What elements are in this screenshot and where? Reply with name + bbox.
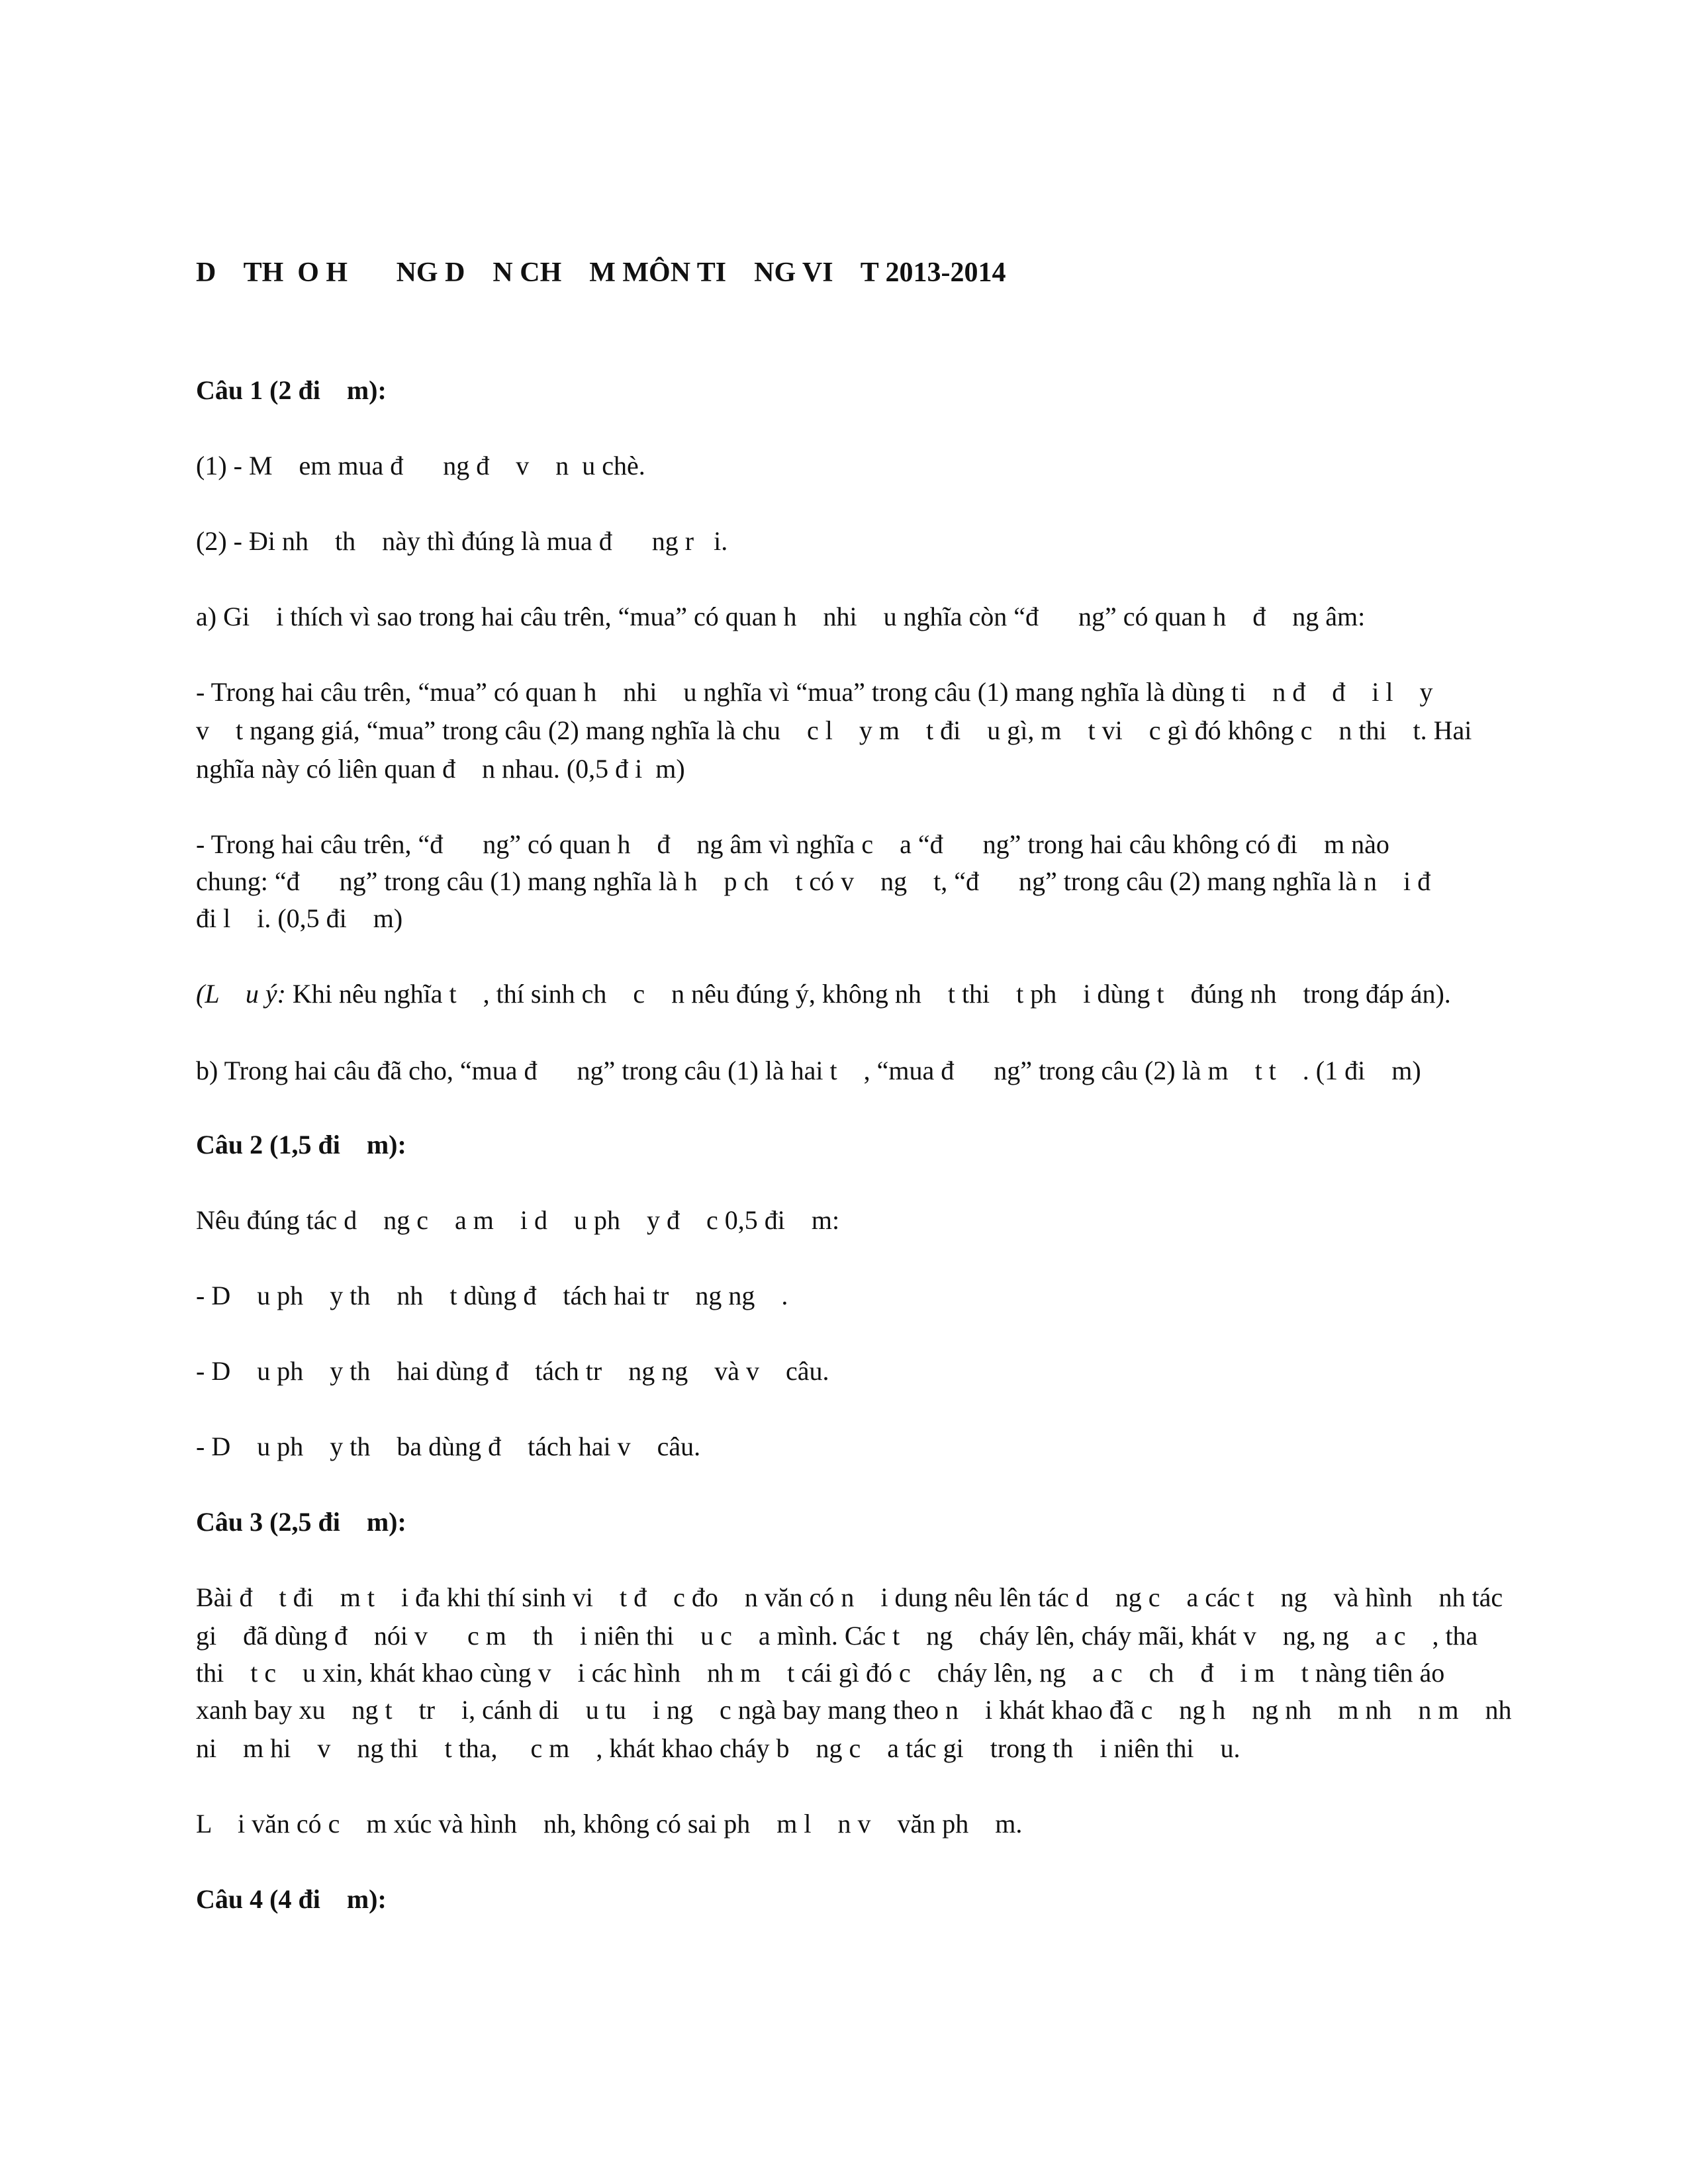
q3-paragraph-line-5: ni m hi v ng thi t tha, c m , khát khao cháy b ng c a tác gi trong th i niên thi u. bbox=[196, 1733, 1241, 1763]
document-title: D TH O H NG D N CH M MÔN TI NG VI T 2013-2014 bbox=[196, 257, 1006, 288]
q3-paragraph-line-1: Bài đ t đi m t i đa khi thí sinh vi t đ c đo n văn có n i dung nêu lên tác d ng c a các t ng và hình nh tác bbox=[196, 1582, 1503, 1612]
q1-answer-duong-line-2: chung: “đ ng” trong câu (1) mang nghĩa là h p ch t có v ng t, “đ ng” trong câu (2) mang nghĩa là n i đ bbox=[196, 866, 1431, 896]
q1-answer-mua-line-3: nghĩa này có liên quan đ n nhau. (0,5 đ i m) bbox=[196, 754, 685, 784]
q1-sentence-1: (1) - M em mua đ ng đ v n u chè. bbox=[196, 451, 645, 480]
q1-note bbox=[196, 976, 1451, 1013]
q3-style-note: L i văn có c m xúc và hình nh, không có sai ph m l n v văn ph m. bbox=[196, 1809, 1023, 1839]
q1-sentence-2: (2) - Đi nh th này thì đúng là mua đ ng r i. bbox=[196, 526, 728, 556]
q1-answer-duong-line-1: - Trong hai câu trên, “đ ng” có quan h đ ng âm vì nghĩa c a “đ ng” trong hai câu không có đi m nào bbox=[196, 829, 1389, 859]
question-1-heading: Câu 1 (2 đi m): bbox=[196, 375, 387, 405]
q2-comma-2: - D u ph y th hai dùng đ tách tr ng ng và v câu. bbox=[196, 1356, 829, 1386]
q2-comma-1: - D u ph y th nh t dùng đ tách hai tr ng ng . bbox=[196, 1281, 788, 1310]
q1-part-a-prompt: a) Gi i thích vì sao trong hai câu trên, “mua” có quan h nhi u nghĩa còn “đ ng” có quan h đ ng âm: bbox=[196, 602, 1366, 631]
question-4-heading: Câu 4 (4 đi m): bbox=[196, 1884, 387, 1914]
q1-note-label: (L u ý: bbox=[196, 979, 286, 1009]
question-3-heading: Câu 3 (2,5 đi m): bbox=[196, 1507, 406, 1537]
question-2-heading: Câu 2 (1,5 đi m): bbox=[196, 1130, 406, 1160]
q3-paragraph-line-4: xanh bay xu ng t tr i, cánh di u tu i ng c ngà bay mang theo n i khát khao đã c ng h ng nh m nh n m nh bbox=[196, 1695, 1512, 1725]
q3-paragraph-line-2: gi đã dùng đ nói v c m th i niên thi u c a mình. Các t ng cháy lên, cháy mãi, khát v ng, ng a c , tha bbox=[196, 1621, 1478, 1651]
q1-answer-duong-line-3: đi l i. (0,5 đi m) bbox=[196, 903, 403, 933]
q1-part-b-answer: b) Trong hai câu đã cho, “mua đ ng” trong câu (1) là hai t , “mua đ ng” trong câu (2) là m t t . (1 đi m) bbox=[196, 1056, 1421, 1085]
q1-answer-mua-line-2: v t ngang giá, “mua” trong câu (2) mang nghĩa là chu c l y m t đi u gì, m t vi c gì đó không c n thi t. Hai bbox=[196, 715, 1472, 745]
q1-note-text: Khi nêu nghĩa t , thí sinh ch c n nêu đúng ý, không nh t thi t ph i dùng t đúng nh trong đáp án). bbox=[285, 979, 1451, 1009]
q2-intro: Nêu đúng tác d ng c a m i d u ph y đ c 0,5 đi m: bbox=[196, 1205, 840, 1235]
q2-comma-3: - D u ph y th ba dùng đ tách hai v câu. bbox=[196, 1432, 701, 1461]
q1-answer-mua-line-1: - Trong hai câu trên, “mua” có quan h nhi u nghĩa vì “mua” trong câu (1) mang nghĩa là dùng ti n đ đ i l y bbox=[196, 677, 1433, 707]
q3-paragraph-line-3: thi t c u xin, khát khao cùng v i các hình nh m t cái gì đó c cháy lên, ng a c ch đ i m t nàng tiên áo bbox=[196, 1658, 1445, 1688]
